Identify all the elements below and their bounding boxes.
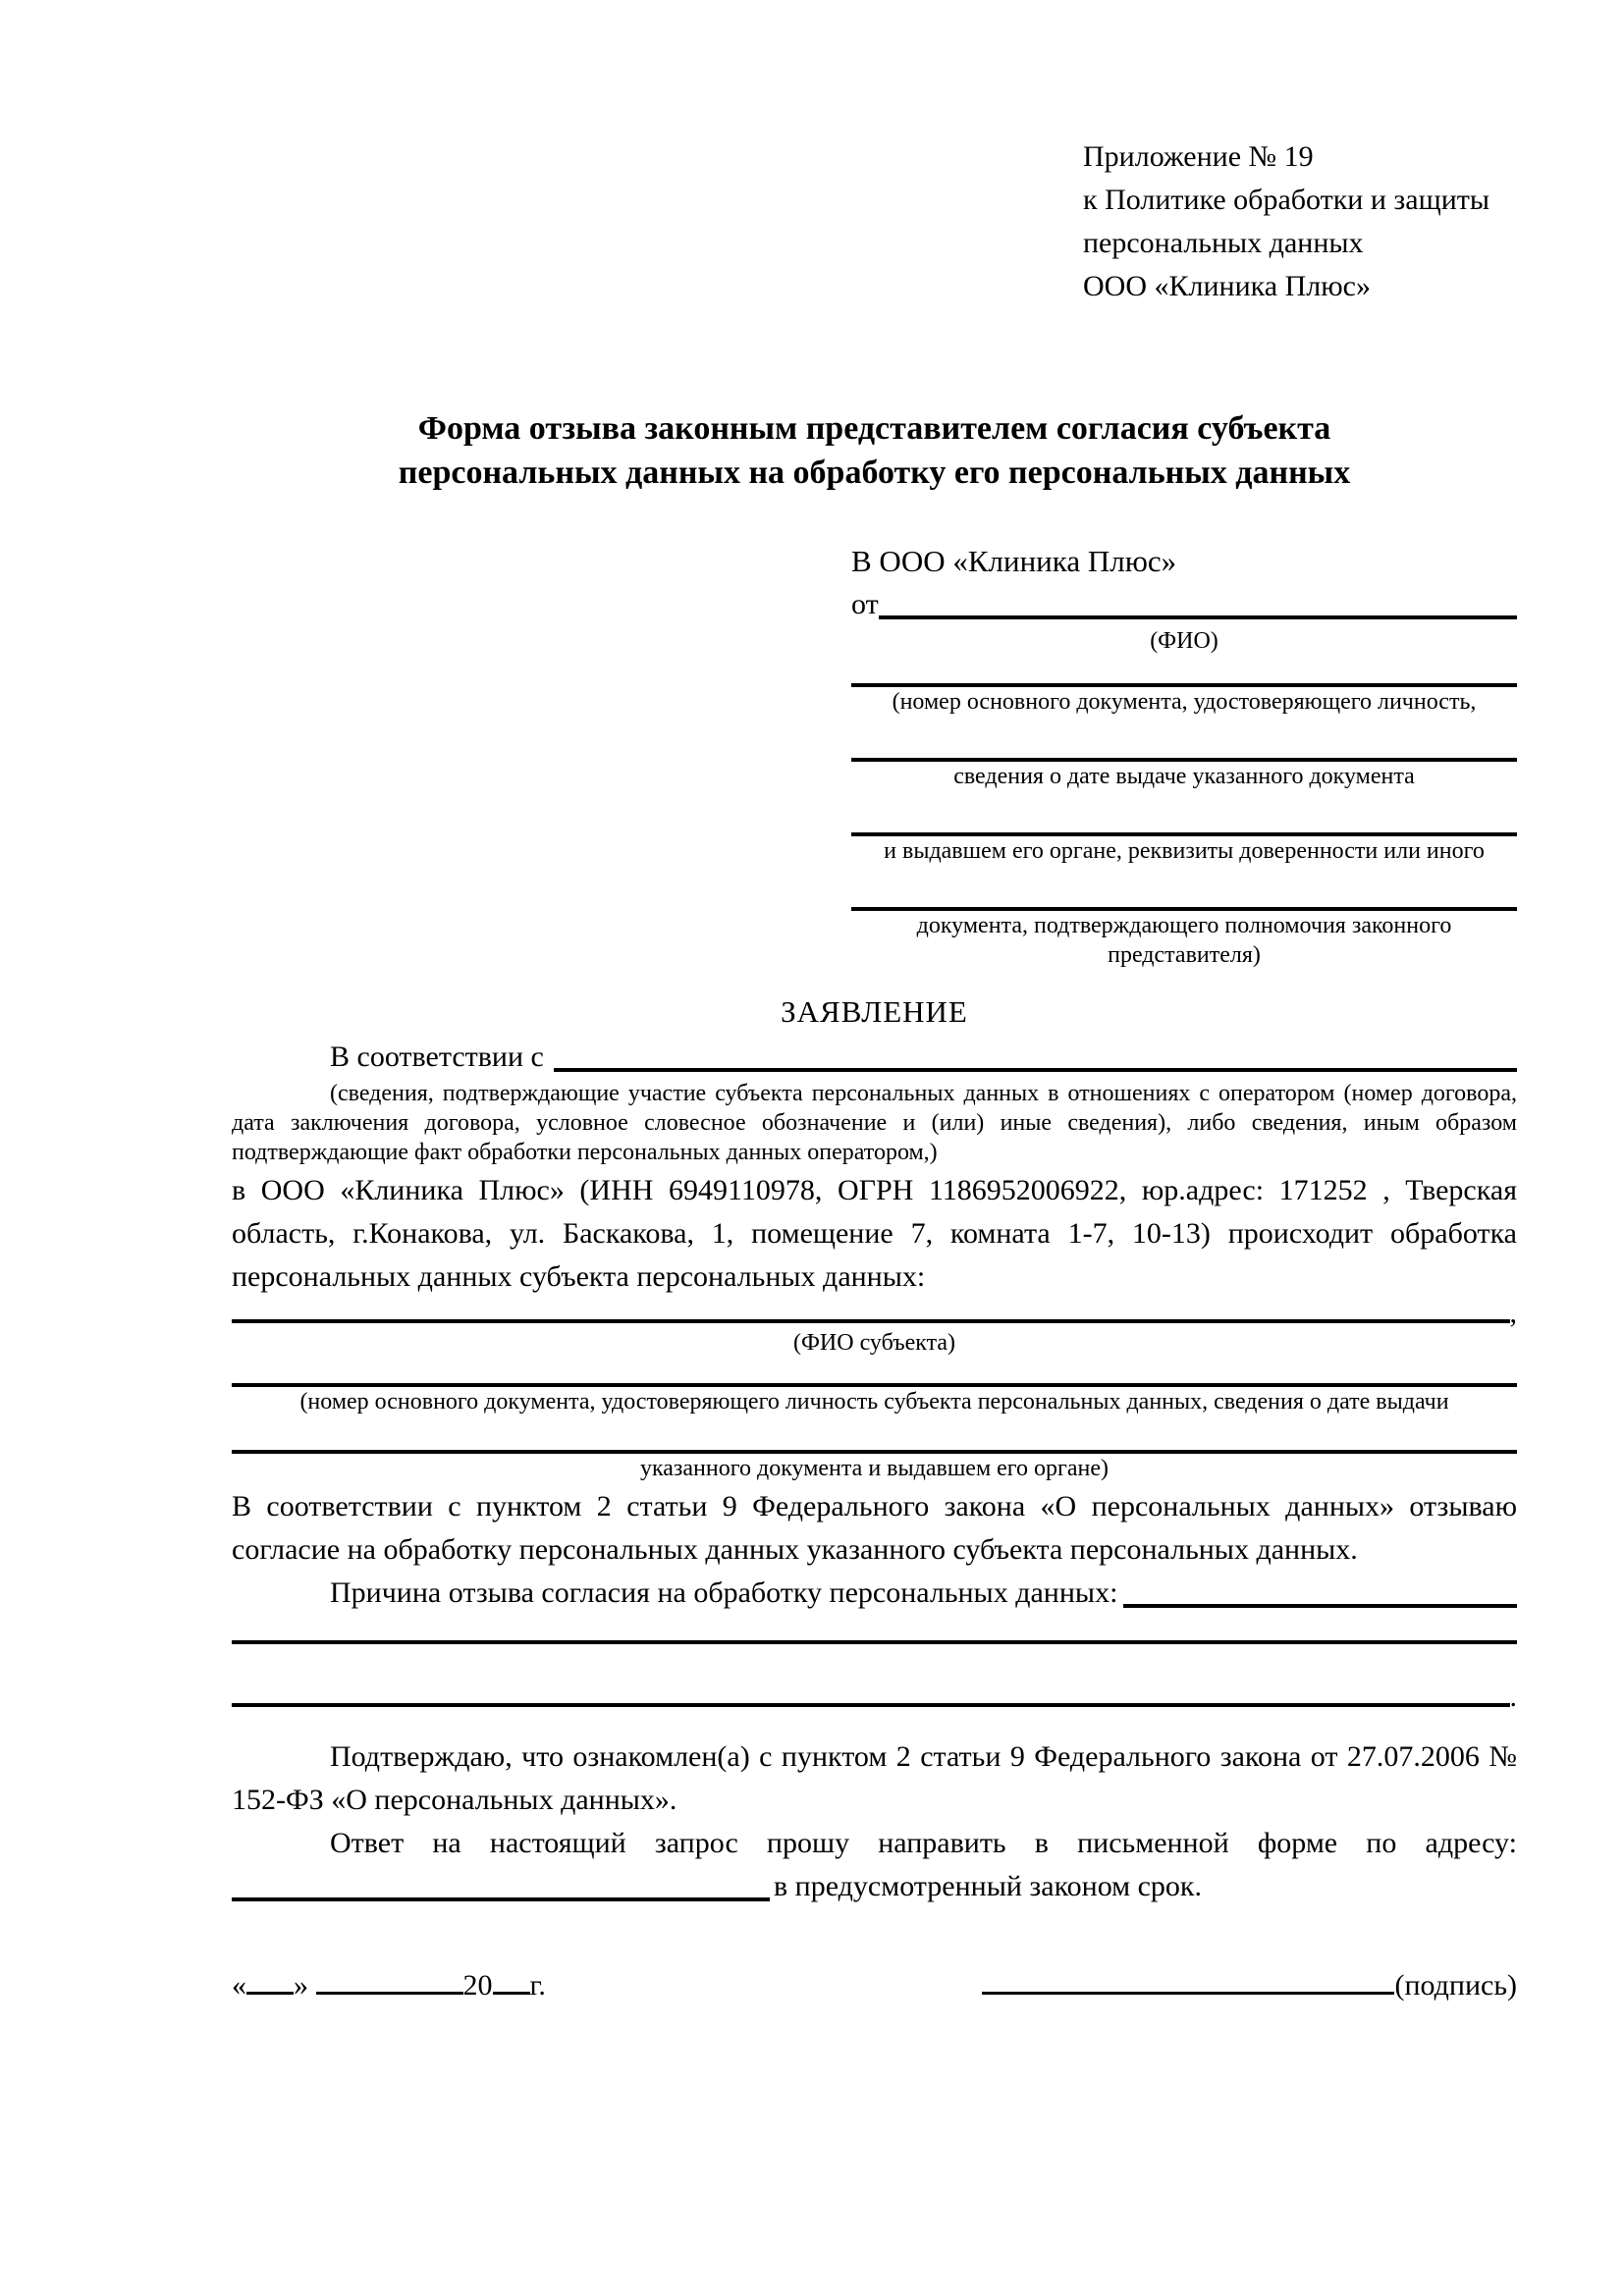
fio-caption: (ФИО) xyxy=(1150,628,1218,654)
form-title-line-2: персональных данных на обработку его персональных данных xyxy=(398,454,1351,491)
appendix-line: ООО «Клиника Плюс» xyxy=(1083,270,1371,302)
intro-label: В соответствии с xyxy=(330,1041,544,1073)
form-title-line-1: Форма отзыва законным представителем согласия субъекта xyxy=(417,410,1331,447)
representative-doc-blank-line xyxy=(851,791,1517,836)
reason-blank-line xyxy=(1123,1604,1517,1608)
representative-doc-blank-line xyxy=(851,717,1517,762)
appendix-line: Приложение № 19 xyxy=(1083,140,1314,173)
form-title xyxy=(232,406,1517,495)
appendix-note xyxy=(1083,135,1517,308)
subject-doc-blank-line xyxy=(232,1416,1517,1454)
representative-doc-blank-line xyxy=(851,656,1517,687)
reason-blank-line-3-row xyxy=(232,1644,1517,1712)
reason-blank-line-2 xyxy=(232,1615,1517,1644)
representative-fio-blank-line xyxy=(879,615,1517,619)
confirmation-paragraph: Подтверждаю, что ознакомлен(а) с пунктом 2 статьи 9 Федерального закона от 27.07.2006 № 152-ФЗ «О персональных данных». xyxy=(232,1740,1517,1816)
year-suffix: г. xyxy=(529,1969,546,2002)
representative-doc-blank-line xyxy=(851,866,1517,911)
intro-row xyxy=(232,1036,1517,1079)
reply-paragraph: Ответ на настоящий запрос прошу направить в письменной форме по адресу: xyxy=(330,1827,1517,1859)
addressee-organization: В ООО «Клиника Плюс» xyxy=(851,544,1177,578)
intro-caption: (сведения, подтверждающие участие субъекта персональных данных в отношениях с оператором (номер договора, дата заключения договора, условное словесное обозначение и (или) иные сведения), либо сведения, иным образом подтверждающие факт обработки персональных данных оператором,) xyxy=(232,1081,1517,1165)
intro-blank-line xyxy=(554,1068,1517,1072)
reason-row xyxy=(232,1572,1517,1615)
representative-doc-caption-2: сведения о дате выдаче указанного документа xyxy=(953,764,1415,789)
subject-fio-blank-line xyxy=(232,1319,1510,1323)
operator-paragraph: в ООО «Клиника Плюс» (ИНН 6949110978, ОГРН 1186952006922, юр.адрес: 171252 , Тверская область, г.Конакова, ул. Баскакова, 1, помещение 7, комната 1-7, 10-13) происходит обработка персональных данных субъекта персональных данных: xyxy=(232,1174,1517,1293)
subject-doc-caption-1: (номер основного документа, удостоверяющего личность субъекта персональных данных, сведения о дате выдачи xyxy=(299,1389,1449,1415)
date-open-quote: « xyxy=(232,1969,246,2002)
signature-blank-line xyxy=(982,1992,1394,1995)
withdrawal-paragraph: В соответствии с пунктом 2 статьи 9 Федерального закона «О персональных данных» отзываю согласие на обработку персональных данных указанного субъекта персональных данных. xyxy=(232,1490,1517,1566)
signature-caption: (подпись) xyxy=(1394,1969,1517,2002)
reply-address-row xyxy=(232,1865,1517,1908)
date-signature-row xyxy=(232,1964,1517,2009)
reason-blank-line-3 xyxy=(232,1703,1510,1707)
reply-tail: в предусмотренный законом срок. xyxy=(774,1870,1202,1902)
representative-doc-caption-1: (номер основного документа, удостоверяющего личность, xyxy=(892,689,1477,715)
date-close-quote: » xyxy=(294,1969,308,2002)
year-blank-line xyxy=(493,1992,530,1995)
reply-address-blank-line xyxy=(232,1897,770,1901)
date-field xyxy=(232,1964,546,2007)
subject-fio-row xyxy=(232,1299,1517,1328)
subject-doc-blank-line xyxy=(232,1358,1517,1387)
appendix-line: персональных данных xyxy=(1083,227,1364,259)
month-blank-line xyxy=(316,1992,463,1995)
signature-field xyxy=(982,1964,1517,2007)
from-label: от xyxy=(851,588,879,620)
representative-doc-caption-4: документа, подтверждающего полномочия законного представителя) xyxy=(916,913,1452,968)
day-blank-line xyxy=(246,1992,294,1995)
year-prefix: 20 xyxy=(462,1969,493,2002)
trailing-comma: , xyxy=(1509,1297,1517,1329)
statement-heading: ЗАЯВЛЕНИЕ xyxy=(781,994,968,1029)
trailing-period: . xyxy=(1509,1681,1517,1713)
reason-label: Причина отзыва согласия на обработку персональных данных: xyxy=(330,1576,1118,1609)
representative-doc-caption-3: и выдавшем его органе, реквизиты доверенности или иного xyxy=(884,838,1485,864)
subject-fio-caption: (ФИО субъекта) xyxy=(792,1330,956,1356)
from-row xyxy=(851,583,1517,626)
subject-doc-caption-2: указанного документа и выдавшем его органе) xyxy=(639,1456,1110,1481)
appendix-line: к Политике обработки и защиты xyxy=(1083,184,1490,216)
addressee-block xyxy=(851,540,1517,970)
